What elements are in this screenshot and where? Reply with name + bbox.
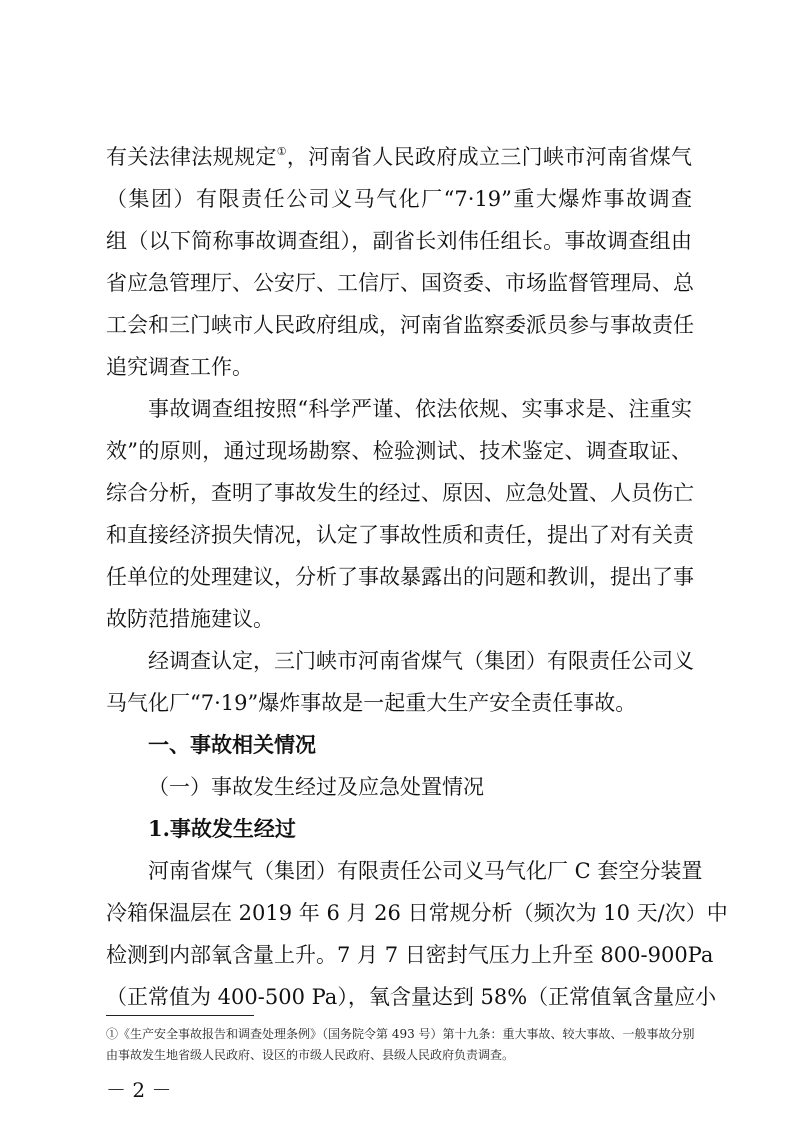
body-line: 追究调查工作。: [106, 355, 253, 379]
body-line: 和直接经济损失情况，认定了事故性质和责任，提出了对有关责: [106, 523, 694, 547]
subsubsection-heading: 1.事故发生经过: [148, 816, 296, 841]
body-line: 检测到内部氧含量上升。7 月 7 日密封气压力上升至 800-900Pa: [106, 943, 714, 967]
body-line: 有关法律法规规定①，河南省人民政府成立三门峡市河南省煤气: [106, 145, 692, 169]
body-line: 组（以下简称事故调查组），副省长刘伟任组长。事故调查组由: [106, 229, 692, 253]
body-line: 工会和三门峡市人民政府组成，河南省监察委派员参与事故责任: [106, 313, 694, 337]
footnote-line: 由事故发生地省级人民政府、设区的市级人民政府、县级人民政府负责调查。: [106, 1048, 515, 1062]
body-line: 河南省煤气（集团）有限责任公司义马气化厂 C 套空分装置: [148, 859, 703, 883]
body-line: 省应急管理厅、公安厅、工信厅、国资委、市场监督管理局、总: [106, 271, 694, 295]
footnote-line: ①《生产安全事故报告和调查处理条例》（国务院令第 493 号）第十九条：重大事故、较大事故、一般事故分别: [106, 1027, 695, 1041]
subsection-heading: （一）事故发生经过及应急处置情况: [148, 775, 484, 799]
body-line: 任单位的处理建议，分析了事故暴露出的问题和教训，提出了事: [106, 565, 694, 589]
section-heading: 一、事故相关情况: [148, 733, 316, 757]
body-line: 故防范措施建议。: [106, 607, 274, 631]
body-line: 综合分析，查明了事故发生的经过、原因、应急处置、人员伤亡: [106, 481, 694, 505]
body-line: 经调查认定，三门峡市河南省煤气（集团）有限责任公司义: [148, 649, 694, 673]
body-line: （集团）有限责任公司义马气化厂“7·19”重大爆炸事故调查: [106, 187, 692, 211]
body-line: 冷箱保温层在 2019 年 6 月 26 日常规分析（频次为 10 天/次）中: [106, 901, 728, 925]
body-line: 效”的原则，通过现场勘察、检验测试、技术鉴定、调查取证、: [106, 439, 692, 463]
page-number: － 2 －: [106, 1078, 172, 1102]
body-line: 事故调查组按照“科学严谨、依法依规、实事求是、注重实: [148, 397, 692, 421]
body-line: （正常值为 400-500 Pa），氧含量达到 58%（正常值氧含量应小: [106, 985, 717, 1009]
footnote-separator: [106, 1015, 254, 1016]
footnote-reference: ①: [276, 145, 287, 158]
body-line: 马气化厂“7·19”爆炸事故是一起重大生产安全责任事故。: [106, 691, 637, 715]
